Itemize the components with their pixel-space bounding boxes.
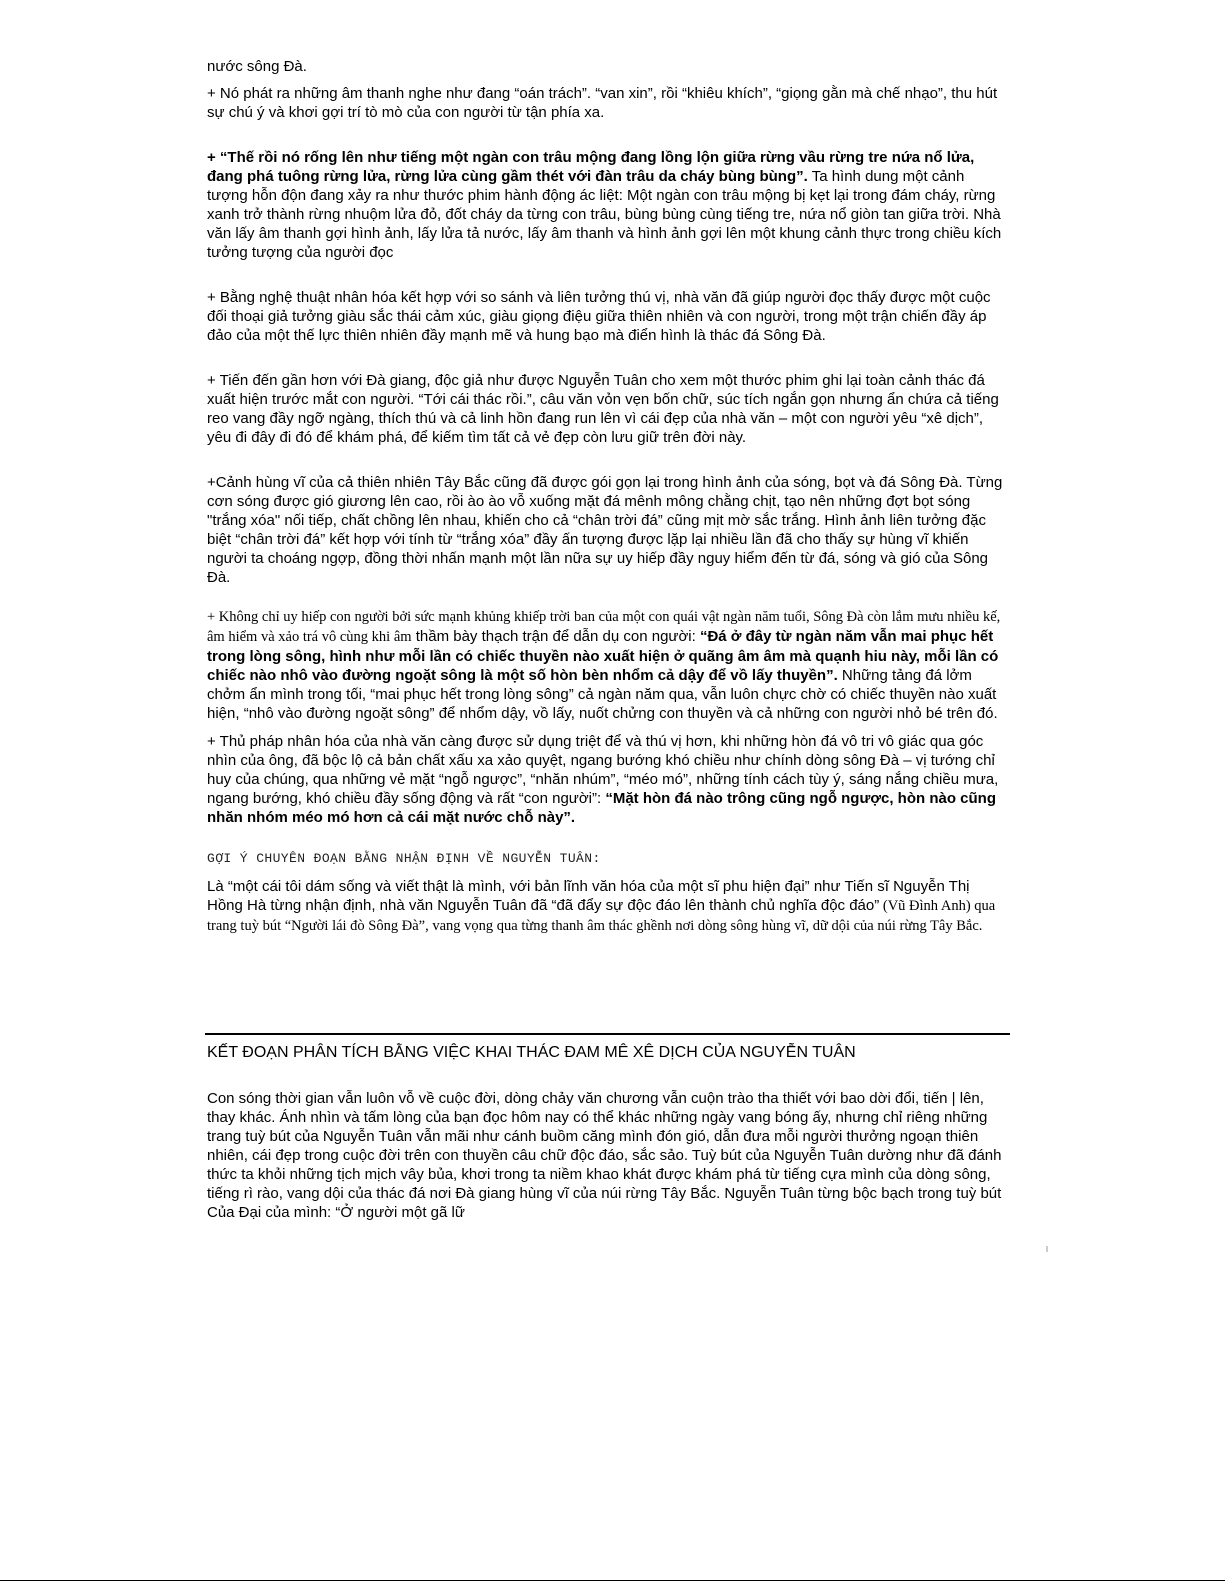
paragraph-critic-quote: [207, 877, 1007, 936]
paragraph-stone-ambush: [207, 607, 1007, 723]
suggestion-heading: GỢI Ý CHUYÊN ĐOẠN BẰNG NHẬN ĐỊNH VỀ NGUYỄN TUÂN:: [207, 851, 601, 866]
paragraph-critic-quote-serif: (Vũ Đình Anh) qua trang tuỳ bút “Người lái đò Sông Đà”, vang vọng qua từng thanh âm thác ghềnh nơi dòng sông hùng vĩ, dữ dội của núi rừng Tây Bắc.: [207, 898, 996, 934]
paragraph-stone-faces-text: + Thủ pháp nhân hóa của nhà văn càng được sử dụng triệt để và thú vị hơn, khi những hòn đá vô tri vô giác qua góc nhìn của ông, đã bộc lộ cả bản chất xấu xa xảo quyệt, ngang bướng khó chiều như chính dòng sông Đà – vị tướng chỉ huy của chúng, qua những vẻ mặt “ngỗ ngược”, “nhăn nhúm”, “méo mó”, những tính cách tùy ý, sáng nắng chiều mưa, ngang bướng, khó chiều đầy sống động và rất “con người”:: [207, 733, 999, 807]
scan-speck: [1046, 1246, 1048, 1252]
paragraph-stone-ambush-serif: + Không chỉ uy hiếp con người bởi sức mạnh khủng khiếp trời ban của một con quái vật ngàn năm tuổi, Sông Đà còn lắm mưu nhiều kế, âm hiểm và xảo trá vô cùng khi âm: [207, 609, 1001, 645]
paragraph-conclusion: Con sóng thời gian vẫn luôn vỗ về cuộc đời, dòng chảy văn chương vẫn cuộn trào tha thiết với bao dời đổi, tiến | lên, thay khác. Ánh nhìn và tấm lòng của bạn đọc hôm nay có thể khác những ngày vang bóng ấy, nhưng chỉ riêng những trang tuỳ bút của Nguyễn Tuân vẫn mãi như cánh buồm căng mình đón gió, dẫn đưa mỗi người thưởng ngoạn thiên nhiên, cái đẹp trong cuộc đời trên con thuyền câu chữ độc đáo, sắc sảo. Tuỳ bút của Nguyễn Tuân dường như đã đánh thức ta khỏi những tịch mịch vây bủa, khơi trong ta niềm khao khát được khám phá từ tiếng cựa mình của dòng sông, tiếng rì rào, vang dội của thác đá nơi Đà giang hùng vĩ của núi rừng Tây Bắc. Nguyễn Tuân từng bộc bạch trong tuỳ bút Của Đại của mình: “Ở người một gã lữ: [207, 1090, 1002, 1221]
quote-buffalo: + “Thế rồi nó rống lên như tiếng một ngàn con trâu mộng đang lồng lộn giữa rừng vầu rừng tre nứa nổ lửa, đang phá tuông rừng lửa, rừng lửa cùng gầm thét với đàn trâu da cháy bùng bùng”.: [207, 149, 975, 185]
paragraph-waves-foam: +Cảnh hùng vĩ của cả thiên nhiên Tây Bắc cũng đã được gói gọn lại trong hình ảnh của sóng, bọt và đá Sông Đà. Từng cơn sóng được gió giương lên cao, rồi ào ào vỗ xuống mặt đá mênh mông chằng chịt, tạo nên những đợt bọt sóng "trắng xóa" nối tiếp, chất chồng lên nhau, khiến cho cả “chân trời đá” cũng mịt mờ sắc trắng. Hình ảnh liên tưởng đặc biệt “chân trời đá” kết hợp với tính từ “trắng xóa” đầy ấn tượng được lặp lại nhiều lần đã cho thấy sự hùng vĩ khiến người ta choáng ngợp, đồng thời nhấn mạnh một lần nữa sự uy hiếp đầy nguy hiểm đến từ đá, sóng và gió của Sông Đà.: [207, 474, 1003, 586]
paragraph-dialogue: + Bằng nghệ thuật nhân hóa kết hợp với so sánh và liên tưởng thú vị, nhà văn đã giúp người đọc thấy được một cuộc đối thoại giả tưởng giàu sắc thái cảm xúc, giàu giọng điệu giữa thiên nhiên và con người, trong một trận chiến đầy áp đảo của một thế lực thiên nhiên đầy mạnh mẽ và hung bạo mà điển hình là thác đá Sông Đà.: [207, 289, 991, 344]
paragraph-intro-fragment: nước sông Đà.: [207, 58, 307, 75]
conclusion-block: [207, 1089, 1007, 1222]
paragraph-stone-faces: [207, 732, 1007, 827]
paragraph-stone-ambush-lead: thầm bày thạch trận để dẫn dụ con người:: [411, 628, 700, 645]
paragraph-buffalo-simile: [207, 148, 1007, 262]
section-heading: KẾT ĐOẠN PHÂN TÍCH BẰNG VIỆC KHAI THÁC ĐAM MÊ XÊ DỊCH CỦA NGUYỄN TUÂN: [207, 1044, 856, 1061]
paragraph-sound-personification: + Nó phát ra những âm thanh nghe như đang “oán trách”. “van xin”, rồi “khiêu khích”, “giọng gằn mà chế nhạo”, thu hút sự chú ý và khơi gợi trí tò mò của con người từ tận phía xa.: [207, 85, 998, 121]
section-divider: [205, 1033, 1010, 1035]
document-page: [207, 57, 1007, 936]
paragraph-waterfall-scene: + Tiến đến gần hơn với Đà giang, độc giả như được Nguyễn Tuân cho xem một thước phim ghi lại toàn cảnh thác đá xuất hiện trước mắt con người. “Tới cái thác rồi.”, câu văn vỏn vẹn bốn chữ, súc tích ngắn gọn nhưng ẩn chứa cả tiếng reo vang đầy ngỡ ngàng, thích thú và cả linh hồn đang run lên vì cái đẹp của nhà văn – một con người yêu “xê dịch”, yêu đi đây đi đó để khám phá, để kiếm tìm tất cả vẻ đẹp còn lưu giữ trên đời này.: [207, 372, 999, 446]
paragraph-buffalo-analysis: Ta hình dung một cảnh tượng hỗn độn đang xảy ra như thước phim hành động ác liệt: Một ngàn con trâu mộng bị kẹt lại trong đám cháy, rừng xanh trở thành rừng nhuộm lửa đỏ, đốt cháy da từng con trâu, bùng bùng cùng tiếng tre, nứa nổ giòn tan giữa trời. Nhà văn lấy âm thanh gợi hình ảnh, lấy lửa tả nước, lấy âm thanh và hình ảnh gợi lên một khung cảnh thực trong chiều kích tưởng tượng của người đọc: [207, 168, 1002, 261]
paragraph-stone-ambush-analysis: Những tảng đá lởm chởm ẩn mình trong tối, “mai phục hết trong lòng sông” cả ngàn năm qua, vẫn luôn chực chờ có chiếc thuyền nào xuất hiện, “nhô vào đường ngoặt sông” để nhổm dậy, vồ lấy, nuốt chửng con thuyền và cả những con người nhỏ bé trên đó.: [207, 667, 998, 722]
quote-stone-ambush: “Đá ở đây từ ngàn năm vẫn mai phục hết trong lòng sông, hình như mỗi lần có chiếc thuyền nào xuất hiện ở quãng âm âm mà quạnh hiu này, mỗi lần có chiếc nào nhô vào đường ngoặt sông là một số hòn bèn nhổm cả dậy để vồ lấy thuyền”.: [207, 628, 999, 684]
page-bottom-edge: [0, 1580, 1225, 1581]
quote-stone-faces: “Mặt hòn đá nào trông cũng ngỗ ngược, hòn nào cũng nhăn nhóm méo mó hơn cả cái mặt nước chỗ này”.: [207, 790, 996, 826]
paragraph-critic-quote-text: Là “một cái tôi dám sống và viết thật là mình, với bản lĩnh văn hóa của một sĩ phu hiện đại” như Tiến sĩ Nguyễn Thị Hồng Hà từng nhận định, nhà văn Nguyễn Tuân đã “đã đẩy sự độc đáo lên thành chủ nghĩa độc đáo”: [207, 878, 970, 914]
